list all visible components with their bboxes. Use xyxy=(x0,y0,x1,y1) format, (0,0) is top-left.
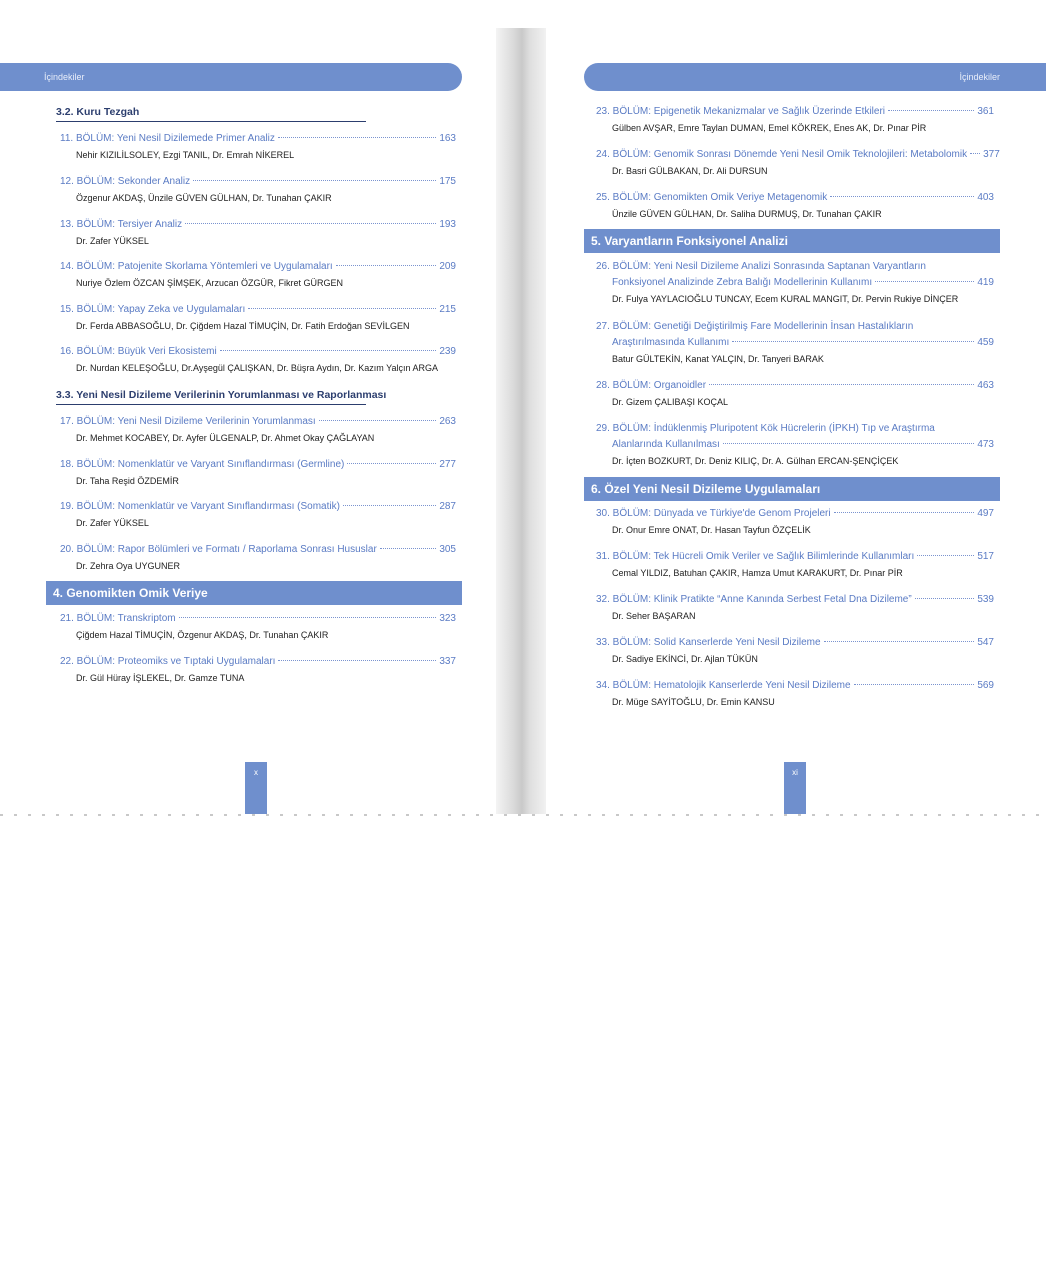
entry-page: 497 xyxy=(977,508,994,519)
entry-title: 16. BÖLÜM: Büyük Veri Ekosistemi xyxy=(60,346,217,357)
entry-title: 12. BÖLÜM: Sekonder Analiz xyxy=(60,176,191,187)
section-heading: 6. Özel Yeni Nesil Dizileme Uygulamaları xyxy=(584,477,1000,501)
entry-authors: Nehir KIZILİLSOLEY, Ezgi TANIL, Dr. Emrah NİKEREL xyxy=(76,150,295,160)
entry-authors: Dr. Seher BAŞARAN xyxy=(612,611,696,621)
toc-entry[interactable] xyxy=(60,457,456,488)
toc-entry[interactable] xyxy=(596,319,994,366)
subsection-title: 3.2. Kuru Tezgah xyxy=(56,106,366,122)
toc-entry[interactable] xyxy=(596,147,1000,178)
entry-page: 377 xyxy=(983,149,1000,160)
toc-entry[interactable] xyxy=(60,217,456,248)
entry-title: 14. BÖLÜM: Patojenite Skorlama Yöntemleri ve Uygulamaları xyxy=(60,261,333,272)
entry-authors: Dr. Zehra Oya UYGUNER xyxy=(76,561,181,571)
entry-authors: Dr. Zafer YÜKSEL xyxy=(76,518,149,528)
entry-authors: Dr. Nurdan KELEŞOĞLU, Dr.Ayşegül ÇALIŞKAN, Dr. Büşra Aydın, Dr. Kazım Yalçın ARGA xyxy=(76,363,438,373)
toc-entry[interactable] xyxy=(596,635,994,666)
entry-title: 15. BÖLÜM: Yapay Zeka ve Uygulamaları xyxy=(60,304,246,315)
entry-authors: Dr. Sadiye EKİNCİ, Dr. Ajlan TÜKÜN xyxy=(612,654,758,664)
entry-title: 22. BÖLÜM: Proteomiks ve Tıptaki Uygulamaları xyxy=(60,656,276,667)
entry-title: 27. BÖLÜM: Genetiği Değiştirilmiş Fare Modellerinin İnsan Hastalıkların xyxy=(596,321,914,332)
entry-authors: Dr. Gizem ÇALIBAŞI KOÇAL xyxy=(612,397,729,407)
entry-title: 13. BÖLÜM: Tersiyer Analiz xyxy=(60,219,183,230)
toc-entry[interactable] xyxy=(60,344,456,375)
entry-authors: Dr. Gül Hüray İŞLEKEL, Dr. Gamze TUNA xyxy=(76,673,245,683)
entry-authors: Dr. Mehmet KOCABEY, Dr. Ayfer ÜLGENALP, Dr. Ahmet Okay ÇAĞLAYAN xyxy=(76,433,375,443)
section-heading: 5. Varyantların Fonksiyonel Analizi xyxy=(584,229,1000,253)
entry-page: 209 xyxy=(439,261,456,272)
entry-page: 287 xyxy=(439,501,456,512)
entry-title: 33. BÖLÜM: Solid Kanserlerde Yeni Nesil Dizileme xyxy=(596,637,821,648)
page-number-tab: x xyxy=(245,762,267,816)
entry-page: 193 xyxy=(439,219,456,230)
entry-title: 30. BÖLÜM: Dünyada ve Türkiye'de Genom Projeleri xyxy=(596,508,831,519)
toc-entry[interactable] xyxy=(596,506,994,537)
toc-entry[interactable] xyxy=(596,190,994,221)
entry-page: 361 xyxy=(977,106,994,117)
toc-entry[interactable] xyxy=(596,549,994,580)
entry-authors: Gülben AVŞAR, Emre Taylan DUMAN, Emel KÖKREK, Enes AK, Dr. Pınar PİR xyxy=(612,123,927,133)
entry-page: 517 xyxy=(977,551,994,562)
entry-page: 277 xyxy=(439,459,456,470)
toc-entry[interactable] xyxy=(60,542,456,573)
entry-page: 323 xyxy=(439,613,456,624)
entry-title: 23. BÖLÜM: Epigenetik Mekanizmalar ve Sağlık Üzerinde Etkileri xyxy=(596,106,886,117)
entry-page: 463 xyxy=(977,380,994,391)
entry-title: 28. BÖLÜM: Organoidler xyxy=(596,380,707,391)
entry-authors: Nuriye Özlem ÖZCAN ŞİMŞEK, Arzucan ÖZGÜR, Fikret GÜRGEN xyxy=(76,278,344,288)
page-bottom-edge xyxy=(0,814,1046,816)
book-gutter xyxy=(496,28,550,816)
book-spread xyxy=(0,28,1046,816)
toc-entry[interactable] xyxy=(596,259,994,306)
entry-page: 175 xyxy=(439,176,456,187)
right-page xyxy=(546,28,1046,816)
entry-title-cont: Alanlarında Kullanılması xyxy=(612,439,720,450)
entry-title: 20. BÖLÜM: Rapor Bölümleri ve Formatı / Raporlama Sonrası Hususlar xyxy=(60,544,377,555)
toc-entry[interactable] xyxy=(596,421,994,468)
toc-entry[interactable] xyxy=(60,611,456,642)
entry-title: 29. BÖLÜM: İndüklenmiş Pluripotent Kök Hücrelerin (İPKH) Tıp ve Araştırma xyxy=(596,423,935,434)
section-heading: 4. Genomikten Omik Veriye xyxy=(46,581,462,605)
entry-title-cont: Araştırılmasında Kullanımı xyxy=(612,337,730,348)
entry-title: 18. BÖLÜM: Nomenklatür ve Varyant Sınıflandırması (Germline) xyxy=(60,459,345,470)
toc-entry[interactable] xyxy=(60,654,456,685)
entry-authors: Dr. Taha Reşid ÖZDEMİR xyxy=(76,476,179,486)
entry-page: 337 xyxy=(439,656,456,667)
entry-title: 17. BÖLÜM: Yeni Nesil Dizileme Verilerinin Yorumlanması xyxy=(60,416,316,427)
entry-authors: Dr. Onur Emre ONAT, Dr. Hasan Tayfun ÖZÇELİK xyxy=(612,525,811,535)
entry-authors: Ünzile GÜVEN GÜLHAN, Dr. Saliha DURMUŞ, Dr. Tunahan ÇAKIR xyxy=(612,209,882,219)
entry-authors: Dr. Fulya YAYLACIOĞLU TUNCAY, Ecem KURAL MANGIT, Dr. Pervin Rukiye DİNÇER xyxy=(612,294,959,304)
entry-page: 569 xyxy=(977,680,994,691)
entry-page: 239 xyxy=(439,346,456,357)
toc-entry[interactable] xyxy=(596,592,994,623)
entry-title: 11. BÖLÜM: Yeni Nesil Dizilemede Primer Analiz xyxy=(60,133,275,144)
entry-page: 547 xyxy=(977,637,994,648)
toc-entry[interactable] xyxy=(60,499,456,530)
page-number-tab: xi xyxy=(784,762,806,816)
entry-authors: Dr. Basri GÜLBAKAN, Dr. Ali DURSUN xyxy=(612,166,768,176)
entry-authors: Dr. Zafer YÜKSEL xyxy=(76,236,149,246)
entry-authors: Çiğdem Hazal TİMUÇİN, Özgenur AKDAŞ, Dr. Tunahan ÇAKIR xyxy=(76,630,329,640)
subsection-title: 3.3. Yeni Nesil Dizileme Verilerinin Yorumlanması ve Raporlanması xyxy=(56,389,366,405)
entry-title-cont: Fonksiyonel Analizinde Zebra Balığı Modellerinin Kullanımı xyxy=(612,277,873,288)
entry-authors: Batur GÜLTEKİN, Kanat YALÇIN, Dr. Tanyeri BARAK xyxy=(612,354,824,364)
entry-title: 19. BÖLÜM: Nomenklatür ve Varyant Sınıflandırması (Somatik) xyxy=(60,501,340,512)
entry-title: 31. BÖLÜM: Tek Hücreli Omik Veriler ve Sağlık Bilimlerinde Kullanımları xyxy=(596,551,915,562)
entry-title: 21. BÖLÜM: Transkriptom xyxy=(60,613,176,624)
entry-title: 26. BÖLÜM: Yeni Nesil Dizileme Analizi Sonrasında Saptanan Varyantların xyxy=(596,261,926,272)
entry-page: 305 xyxy=(439,544,456,555)
entry-title: 24. BÖLÜM: Genomik Sonrası Dönemde Yeni Nesil Omik Teknolojileri: Metabolomik xyxy=(596,149,968,160)
entry-page: 215 xyxy=(439,304,456,315)
entry-authors: Dr. İçten BOZKURT, Dr. Deniz KILIÇ, Dr. A. Gülhan ERCAN-ŞENÇİÇEK xyxy=(612,456,899,466)
left-header-bar: İçindekiler xyxy=(0,63,462,91)
toc-entry[interactable] xyxy=(60,131,456,162)
entry-title: 34. BÖLÜM: Hematolojik Kanserlerde Yeni Nesil Dizileme xyxy=(596,680,851,691)
toc-entry[interactable] xyxy=(596,678,994,709)
toc-entry[interactable] xyxy=(596,378,994,409)
entry-authors: Özgenur AKDAŞ, Ünzile GÜVEN GÜLHAN, Dr. Tunahan ÇAKIR xyxy=(76,193,332,203)
entry-title: 32. BÖLÜM: Klinik Pratikte “Anne Kanında Serbest Fetal Dna Dizileme” xyxy=(596,594,912,605)
toc-entry[interactable] xyxy=(60,414,456,445)
entry-page: 163 xyxy=(439,133,456,144)
entry-page: 539 xyxy=(977,594,994,605)
entry-title: 25. BÖLÜM: Genomikten Omik Veriye Metagenomik xyxy=(596,192,828,203)
toc-entry[interactable] xyxy=(60,302,456,333)
entry-authors: Dr. Müge SAYİTOĞLU, Dr. Emin KANSU xyxy=(612,697,775,707)
left-page xyxy=(0,28,500,816)
entry-authors: Dr. Ferda ABBASOĞLU, Dr. Çiğdem Hazal TİMUÇİN, Dr. Fatih Erdoğan SEVİLGEN xyxy=(76,321,410,331)
toc-entry[interactable] xyxy=(60,174,456,205)
entry-page: 403 xyxy=(977,192,994,203)
toc-entry[interactable] xyxy=(596,104,994,135)
entry-authors: Cemal YILDIZ, Batuhan ÇAKIR, Hamza Umut KARAKURT, Dr. Pınar PİR xyxy=(612,568,903,578)
toc-entry[interactable] xyxy=(60,259,456,290)
entry-page: 459 xyxy=(977,337,994,348)
entry-page: 263 xyxy=(439,416,456,427)
entry-page: 473 xyxy=(977,439,994,450)
right-header-bar: İçindekiler xyxy=(584,63,1046,91)
entry-page: 419 xyxy=(977,277,994,288)
